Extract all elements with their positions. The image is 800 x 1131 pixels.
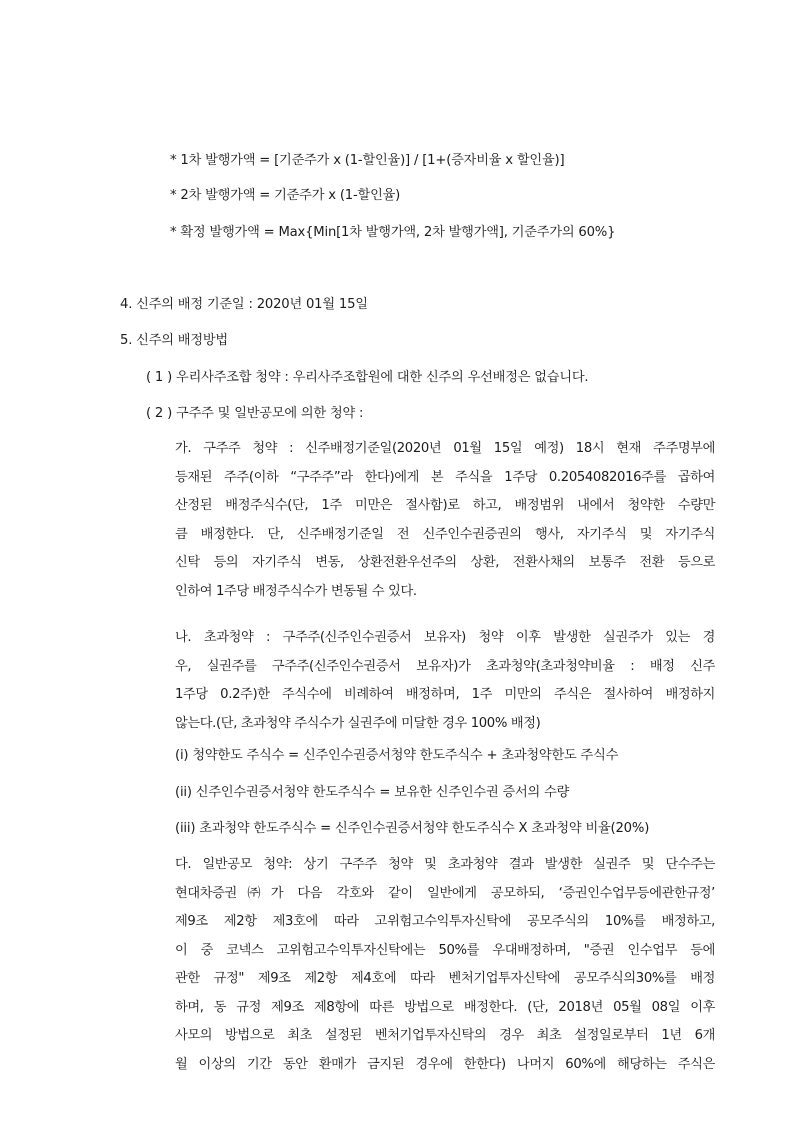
paragraph-line: 신탁 등의 자기주식 변동, 상환전환우선주의 상환, 전환사채의 보통주 전환 등으로: [175, 555, 715, 570]
sub-item-iii: (iii) 초과청약 한도주식수 = 신주인수권증서청약 한도주식수 X 초과청약 비율(20%): [175, 821, 650, 836]
formula-first-issue-price: * 1차 발행가액 = [기준주가 x (1-할인율)] / [1+(증자비율 x 할인율)]: [170, 153, 565, 168]
paragraph-line: 관한 규정" 제9조 제2항 제4호에 따라 벤처기업투자신탁에 공모주식의30%를 배정: [175, 971, 715, 986]
paragraph-line: 월 이상의 기간 동안 환매가 금지된 경우에 한한다) 나머지 60%에 해당하는 주식은: [175, 1056, 715, 1072]
section-4-allocation-date: 4. 신주의 배정 기준일 : 2020년 01월 15일: [120, 297, 368, 312]
section-5-item-2: ( 2 ) 구주주 및 일반공모에 의한 청약 :: [146, 406, 364, 421]
paragraph-line: 인하여 1주당 배정주식수가 변동될 수 있다.: [175, 583, 417, 599]
paragraph-line: 하며, 동 규정 제9조 제8항에 따른 방법으로 배정한다. (단, 2018년 05월 08일 이후: [175, 999, 715, 1015]
paragraph-line: 이 중 코넥스 고위험고수익투자신탁에는 50%를 우대배정하며, "증권 인수업무 등에: [175, 942, 715, 958]
paragraph-line: 나. 초과청약 : 구주주(신주인수권증서 보유자) 청약 이후 발생한 실권주가 있는 경: [175, 630, 715, 645]
paragraph-line: 등재된 주주(이하 “구주주”라 한다)에게 본 주식을 1주당 0.2054082016주를 곱하여: [175, 469, 715, 485]
paragraph-line: 1주당 0.2주)한 주식수에 비례하여 배정하며, 1주 미만의 주식은 절사하여 배정하지: [175, 687, 715, 702]
sub-item-i: (i) 청약한도 주식수 = 신주인수권증서청약 한도주식수 + 초과청약한도 주식수: [175, 748, 619, 763]
section-5-item-1: ( 1 ) 우리사주조합 청약 : 우리사주조합원에 대한 신주의 우선배정은 없습니다.: [146, 370, 589, 385]
paragraph-line: 가. 구주주 청약 : 신주배정기준일(2020년 01월 15일 예정) 18시 현재 주주명부에: [175, 441, 715, 456]
paragraph-ga-existing-shareholders: [175, 440, 715, 611]
paragraph-line: 사모의 방법으로 최초 설정된 벤처기업투자신탁의 경우 최초 설정일로부터 1년 6개: [175, 1028, 715, 1043]
paragraph-na-excess-subscription: [175, 629, 715, 743]
formula-second-issue-price: * 2차 발행가액 = 기준주가 x (1-할인율): [170, 188, 401, 203]
sub-item-ii: (ii) 신주인수권증서청약 한도주식수 = 보유한 신주인수권 증서의 수량: [175, 785, 570, 800]
paragraph-line: 큼 배정한다. 단, 신주배정기준일 전 신주인수권증권의 행사, 자기주식 및 자기주식: [175, 526, 715, 542]
paragraph-line: 현대차증권㈜가 다음 각호와 같이 일반에게 공모하되, ‘증권인수업무등에관한규정’: [175, 885, 715, 901]
paragraph-line: 다. 일반공모 청약: 상기 구주주 청약 및 초과청약 결과 발생한 실권주 및 단수주는: [175, 857, 715, 872]
paragraph-line: 않는다.(단, 초과청약 주식수가 실권주에 미달한 경우 100% 배정): [175, 715, 541, 731]
paragraph-line: 산정된 배정주식수(단, 1주 미만은 절사함)로 하고, 배정범위 내에서 청약한 수량만: [175, 498, 715, 513]
paragraph-line: 우, 실권주를 구주주(신주인수권증서 보유자)가 초과청약(초과청약비율 : 배정 신주: [175, 658, 715, 674]
paragraph-da-public-offering: [175, 856, 715, 1084]
formula-final-issue-price: * 확정 발행가액 = Max{Min[1차 발행가액, 2차 발행가액], 기준주가의 60%}: [170, 225, 616, 240]
paragraph-line: 제9조 제2항 제3호에 따라 고위험고수익투자신탁에 공모주식의 10%를 배정하고,: [175, 914, 715, 929]
section-5-heading: 5. 신주의 배정방법: [120, 333, 228, 348]
